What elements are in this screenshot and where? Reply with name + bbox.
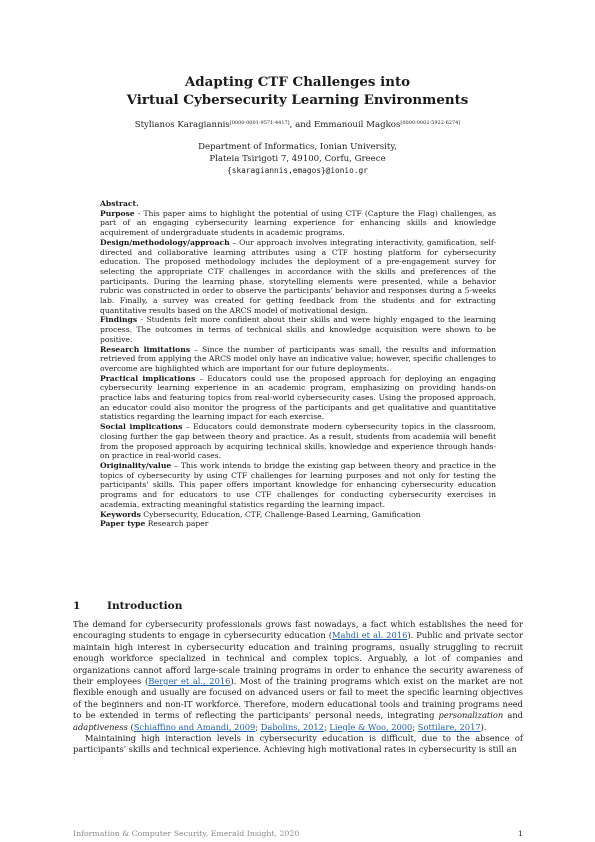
abstract-keyword: Originality/value — [100, 460, 172, 470]
emphasis-text: adaptiveness — [73, 721, 128, 732]
emphasis-text: personalization — [438, 710, 504, 721]
title-line-2: Virtual Cybersecurity Learning Environments — [126, 92, 469, 108]
abstract-social — [100, 422, 496, 461]
orcid-id: [0000-0001-9571-4417] — [229, 120, 290, 126]
abstract-originality — [100, 461, 496, 510]
abstract-design — [100, 238, 496, 316]
page-number: 1 — [518, 829, 523, 838]
affiliation-address: Plateia Tsirigoti 7, 49100, Corfu, Greece — [209, 153, 386, 164]
abstract-text: Research paper — [145, 519, 209, 529]
paper-title — [0, 73, 595, 109]
author-email: {skaragiannis,emagos}@ionio.gr — [227, 166, 368, 175]
citation-separator: ; — [255, 721, 261, 732]
author-name: Emmanouil Magkos — [314, 120, 401, 130]
abstract-practical — [100, 374, 496, 423]
body-text: and — [503, 710, 523, 721]
affiliation-department: Department of Informatics, Ionian University, — [198, 142, 397, 152]
abstract-keyword: Social implications — [100, 422, 183, 432]
abstract-text: Cybersecurity, Education, CTF, Challenge-Based Learning, Gamification — [140, 509, 421, 519]
abstract-keywords — [100, 510, 496, 520]
abstract-text: – Educators could use the proposed approach for deploying an engaging cybersecurity learning experience in an academic program, emphasizing on providing hands-on practice labs and featuring topics from real-world cybersecurity cases. Using the proposed approach, an educator could also monitor the progress of the participants and get qualitative and quantitative statistics regarding the learning impact for each exercise. — [100, 373, 496, 422]
abstract-text: – Our approach involves integrating interactivity, gamification, self-directed and collaborative learning attributes using a CTF hosting platform for cybersecurity education. The proposed methodology includes the deployment of a pre-engagement survey for selecting the appropriate CTF challenges in accordance with the skills and preferences of the participants. During the learning phase, storytelling elements were presented, while a behavior rubric was constructed in order to observe the participants' behavior and responses during a 5-weeks lab. Finally, a survey was created for getting feedback from the students and for extracting quantitative results based on the ARCS model of motivational design. — [100, 237, 496, 315]
abstract-keyword: Paper type — [100, 519, 146, 529]
intro-paragraph: Maintaining high interaction levels in cybersecurity education is difficult, due to the absence of participants' skills and technical experience. Achieving high motivational rates in cybersecurity is still an — [73, 733, 523, 755]
author-name: Stylianos Karagiannis — [134, 120, 230, 130]
author-separator: , and — [289, 120, 314, 130]
page-footer — [73, 829, 523, 838]
abstract-text: - This paper aims to highlight the potential of using CTF (Capture the Flag) challenges, as part of an engaging cybersecurity learning experience for enhancing skills and knowledge acquirement of undergraduate students in academic programs. — [100, 208, 496, 238]
abstract-keyword: Findings — [100, 315, 138, 325]
abstract-keyword: Design/methodology/approach — [100, 237, 230, 247]
abstract-keyword: Research limitations — [100, 344, 190, 354]
abstract-paper-type — [100, 519, 496, 529]
abstract-keyword: Keywords — [100, 509, 141, 519]
body-text: ( — [127, 721, 134, 732]
body-text: ). — [480, 721, 487, 732]
title-line-1: Adapting CTF Challenges into — [184, 74, 411, 90]
section-title: Introduction — [107, 600, 183, 612]
citation-link[interactable]: Sottilare, 2017 — [417, 721, 481, 732]
abstract-purpose — [100, 209, 496, 238]
citation-link[interactable]: Berger et al., 2016 — [148, 676, 231, 687]
abstract-text: - Students felt more confident about their skills and were highly engaged to the learning process. The outcomes in terms of technical skills and knowledge acquisition were shown to be positive. — [100, 315, 496, 344]
body-text: The demand for cybersecurity professionals grows fast nowadays, a fact which establishes the need for encouraging students to engage in cybersecurity education ( — [73, 619, 523, 641]
body-text: ). Most of the training programs which exist on the market are not flexible enough and usually are focused on advanced users or fail to meet the specific learning objectives of the beginners and non-IT workforce. Therefore, modern educational tools and training programs need to be extended in terms of reflecting the participants' personal needs, integrating — [73, 676, 523, 721]
abstract-text: – Since the number of participants was small, the results and information retrieved from applying the ARCS model only have an indicative value; however, specific challenges to overcome are highlighted which are important for our future deployments. — [100, 344, 496, 373]
body-text: ). Public and private sector maintain high interest in cybersecurity education and training programs, usually struggling to recruit enough workforce specialized in technical and complex topics. Arguably, a lot of companies and organizations cannot afford large-scale training programs in order to enhance the security awareness of their employees ( — [73, 630, 523, 687]
abstract-limitations — [100, 345, 496, 374]
abstract-heading: Abstract. — [100, 199, 139, 208]
abstract-keyword: Practical implications — [100, 373, 196, 383]
citation-separator: ; — [412, 721, 418, 732]
citation-link[interactable]: Liegle & Woo, 2000 — [329, 721, 413, 732]
intro-paragraph — [73, 619, 523, 733]
abstract-text: – Educators could demonstrate modern cybersecurity topics in the classroom, closing further the gap between theory and practice. As a result, students from academia will benefit from the proposed approach by acquiring technical skills, knowledge and experience through hands-on practice in real-world cases. — [100, 422, 496, 461]
section-heading — [73, 600, 523, 612]
author-list — [0, 120, 595, 130]
section-number: 1 — [73, 600, 81, 612]
citation-separator: ; — [323, 721, 330, 732]
citation-link[interactable]: Mahdi et al. 2016 — [332, 630, 408, 641]
abstract — [100, 199, 496, 529]
citation-link[interactable]: Dabolins, 2012 — [260, 721, 324, 732]
citation-link[interactable]: Schiaffino and Amandi, 2009 — [133, 721, 256, 732]
abstract-text: – This work intends to bridge the existing gap between theory and practice in the topics of cybersecurity by using CTF challenges for learning purposes and not only for testing the participants' skills. This paper offers important knowledge for enhancing cybersecurity education programs and for educators to use CTF challenges for conducting cybersecurity exercises in academia, extracting meaningful statistics regarding the learning impact. — [100, 460, 496, 509]
abstract-findings — [100, 315, 496, 344]
journal-info: Information & Computer Security, Emerald Insight, 2020 — [73, 829, 300, 838]
intro-body — [73, 619, 523, 756]
affiliation — [0, 142, 595, 177]
abstract-keyword: Purpose — [100, 208, 135, 218]
orcid-id: [0000-0002-5922-6274] — [400, 120, 461, 126]
